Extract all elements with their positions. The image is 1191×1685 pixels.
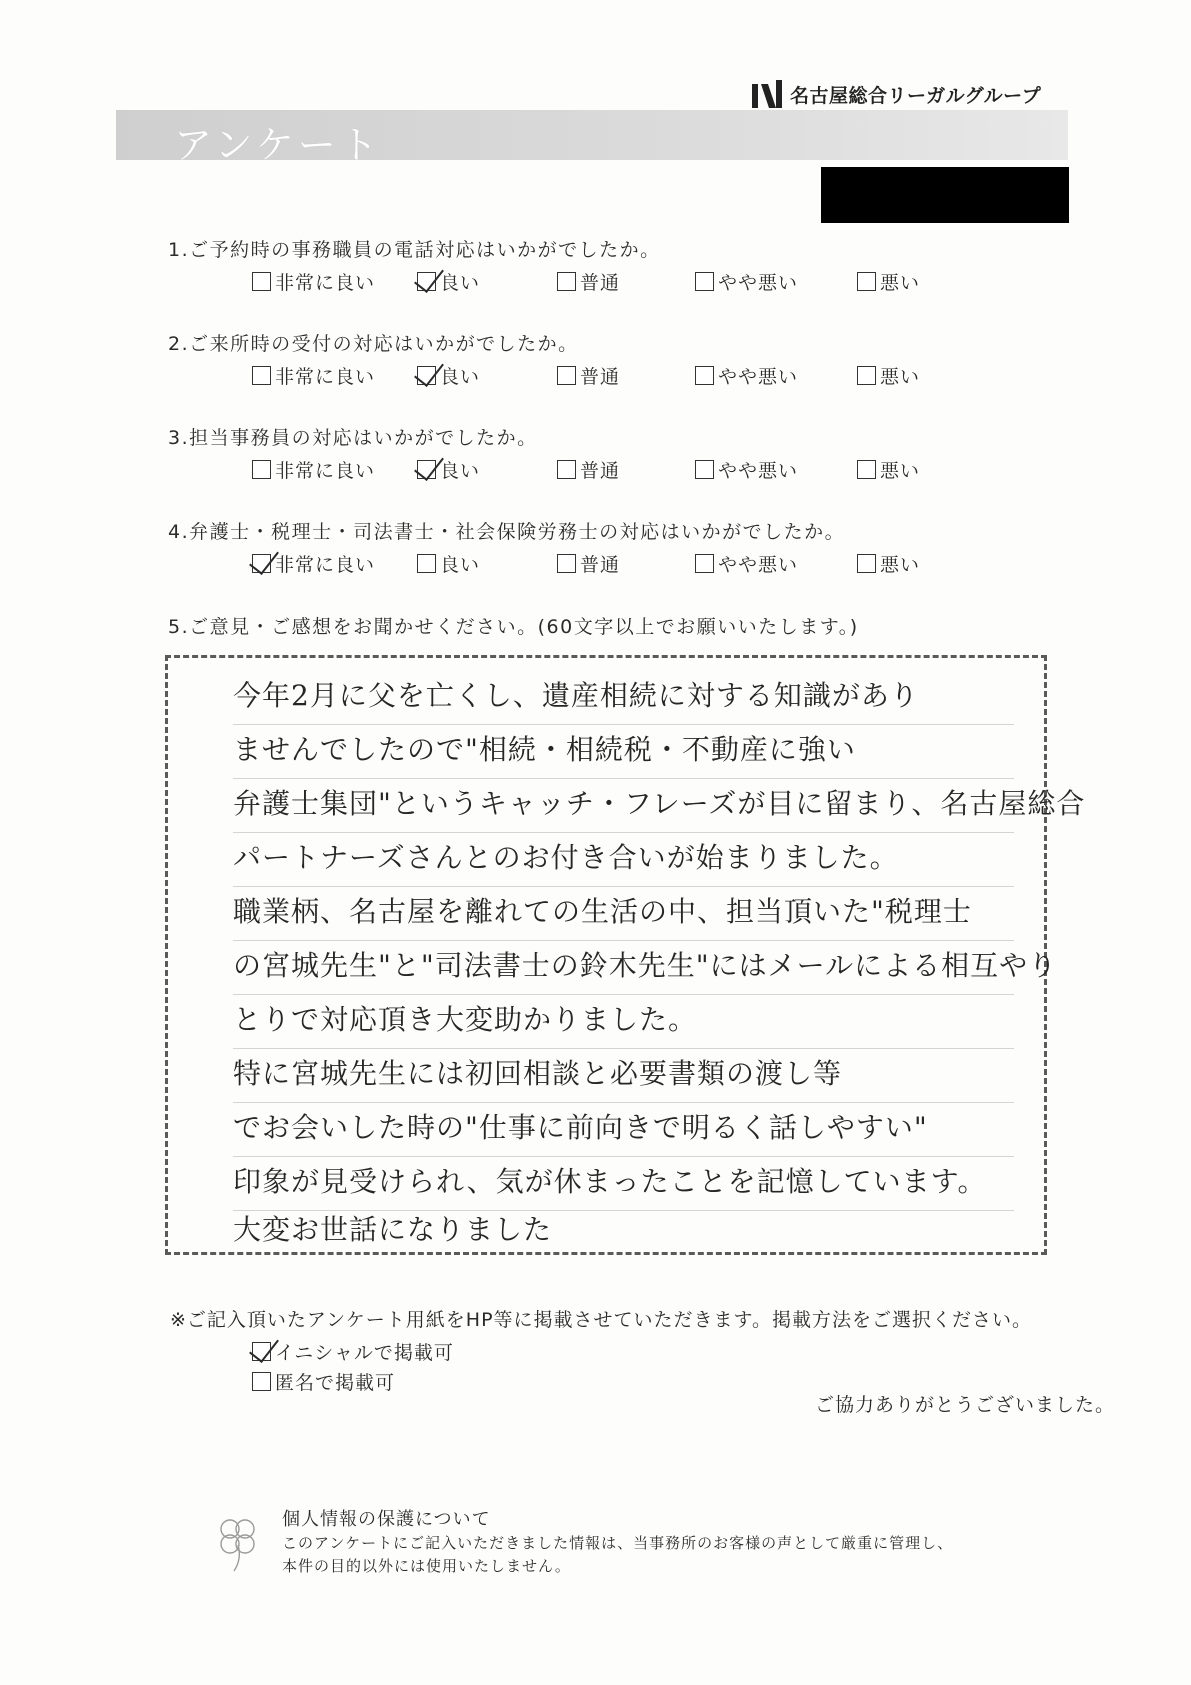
comment-line: 今年2月に父を亡くし、遺産相続に対する知識があり	[233, 670, 1014, 725]
comment-box[interactable]	[165, 655, 1086, 1255]
checkbox[interactable]	[557, 554, 576, 573]
rating-option-label: やや悪い	[718, 460, 799, 482]
comment-line: の宮城先生"と"司法書士の鈴木先生"にはメールによる相互やり	[233, 940, 1014, 995]
rating-option[interactable]	[695, 456, 798, 483]
comment-line: 特に宮城先生には初回相談と必要書類の渡し等	[233, 1048, 1014, 1103]
rating-option[interactable]	[557, 362, 620, 389]
rating-option-label: 非常に良い	[275, 366, 376, 388]
rating-option-label: 普通	[580, 272, 621, 294]
rating-option[interactable]	[857, 268, 920, 295]
privacy-body: 本件の目的以外には使用いたしません。	[282, 1557, 571, 1575]
checkbox[interactable]	[252, 1372, 271, 1391]
rating-option-label: 悪い	[880, 366, 921, 388]
checkbox[interactable]	[417, 272, 436, 291]
checkbox[interactable]	[857, 366, 876, 385]
checkbox[interactable]	[252, 366, 271, 385]
clover-icon	[212, 1513, 264, 1573]
comment-line: ませんでしたので"相続・相続税・不動産に強い	[233, 724, 1014, 779]
checkbox[interactable]	[417, 554, 436, 573]
privacy-body: このアンケートにご記入いただきました情報は、当事務所のお客様の声として厳重に管理し、	[282, 1534, 954, 1552]
checkbox[interactable]	[857, 554, 876, 573]
checkbox[interactable]	[557, 272, 576, 291]
rating-option[interactable]	[695, 268, 798, 295]
checkbox[interactable]	[417, 366, 436, 385]
checkbox[interactable]	[557, 460, 576, 479]
rating-option[interactable]	[557, 550, 620, 577]
question-3: 3.担当事務員の対応はいかがでしたか。	[168, 427, 538, 449]
rating-option-label: やや悪い	[718, 272, 799, 294]
checkbox[interactable]	[252, 460, 271, 479]
rating-option[interactable]	[252, 362, 375, 389]
rating-option-label: やや悪い	[718, 366, 799, 388]
rating-option-label: 普通	[580, 366, 621, 388]
rating-option-label: やや悪い	[718, 554, 799, 576]
comment-line: 職業柄、名古屋を離れての生活の中、担当頂いた"税理士	[233, 886, 1014, 941]
rating-option[interactable]	[252, 268, 375, 295]
rating-option[interactable]	[557, 456, 620, 483]
publish-option-initials[interactable]	[252, 1338, 454, 1365]
page-title: アンケート	[174, 123, 382, 167]
checkbox[interactable]	[695, 554, 714, 573]
rating-option-label: 普通	[580, 554, 621, 576]
comment-line: 大変お世話になりました	[233, 1213, 553, 1246]
thanks-text: ご協力ありがとうございました。	[815, 1394, 1116, 1416]
rating-option-label: 悪い	[880, 554, 921, 576]
question-4: 4.弁護士・税理士・司法書士・社会保険労務士の対応はいかがでしたか。	[168, 521, 846, 543]
rating-group-1	[252, 268, 972, 294]
publish-option-anonymous[interactable]	[252, 1368, 395, 1395]
rating-option-label: 非常に良い	[275, 554, 376, 576]
checkbox[interactable]	[252, 272, 271, 291]
company-logo	[752, 80, 1041, 108]
rating-option-label: 悪い	[880, 460, 921, 482]
rating-option[interactable]	[857, 456, 920, 483]
publish-option-label: イニシャルで掲載可	[275, 1342, 454, 1364]
question-1: 1.ご予約時の事務職員の電話対応はいかがでしたか。	[168, 239, 661, 261]
comment-line: 印象が見受けられ、気が休まったことを記憶しています。	[233, 1156, 1014, 1211]
rating-option-label: 良い	[440, 554, 481, 576]
checkbox[interactable]	[557, 366, 576, 385]
rating-option[interactable]	[695, 550, 798, 577]
rating-option[interactable]	[417, 362, 480, 389]
rating-option-label: 非常に良い	[275, 460, 376, 482]
question-5: 5.ご意見・ご感想をお聞かせください。(60文字以上でお願いいたします。)	[168, 616, 859, 638]
checkbox[interactable]	[252, 554, 271, 573]
logo-text: 名古屋総合リーガルグループ	[790, 84, 1042, 107]
title-band	[116, 110, 1068, 167]
rating-group-4	[252, 550, 972, 576]
comment-line: パートナーズさんとのお付き合いが始まりました。	[233, 832, 1014, 887]
logo-mark-icon	[752, 80, 782, 108]
rating-option[interactable]	[417, 550, 480, 577]
rating-option-label: 良い	[440, 272, 481, 294]
rating-option[interactable]	[417, 268, 480, 295]
rating-option-label: 非常に良い	[275, 272, 376, 294]
rating-option[interactable]	[557, 268, 620, 295]
rating-option[interactable]	[252, 456, 375, 483]
checkbox[interactable]	[695, 366, 714, 385]
comment-line: 弁護士集団"というキャッチ・フレーズが目に留まり、名古屋総合	[233, 778, 1014, 833]
publish-notice: ※ご記入頂いたアンケート用紙をHP等に掲載させていただきます。掲載方法をご選択ください。	[170, 1309, 1033, 1331]
rating-option[interactable]	[417, 456, 480, 483]
rating-option-label: 良い	[440, 460, 481, 482]
rating-option[interactable]	[857, 550, 920, 577]
comment-line: とりで対応頂き大変助かりました。	[233, 994, 1014, 1049]
rating-option[interactable]	[857, 362, 920, 389]
rating-option-label: 良い	[440, 366, 481, 388]
publish-option-label: 匿名で掲載可	[275, 1372, 396, 1394]
redacted-name	[821, 167, 1069, 223]
rating-group-2	[252, 362, 972, 388]
rating-group-3	[252, 456, 972, 482]
comment-line: でお会いした時の"仕事に前向きで明るく話しやすい"	[233, 1102, 1014, 1157]
checkbox[interactable]	[695, 272, 714, 291]
checkbox[interactable]	[857, 272, 876, 291]
checkbox[interactable]	[695, 460, 714, 479]
checkbox[interactable]	[857, 460, 876, 479]
privacy-title: 個人情報の保護について	[282, 1509, 491, 1530]
rating-option-label: 普通	[580, 460, 621, 482]
rating-option-label: 悪い	[880, 272, 921, 294]
checkbox[interactable]	[252, 1342, 271, 1361]
question-2: 2.ご来所時の受付の対応はいかがでしたか。	[168, 333, 579, 355]
rating-option[interactable]	[252, 550, 375, 577]
rating-option[interactable]	[695, 362, 798, 389]
checkbox[interactable]	[417, 460, 436, 479]
